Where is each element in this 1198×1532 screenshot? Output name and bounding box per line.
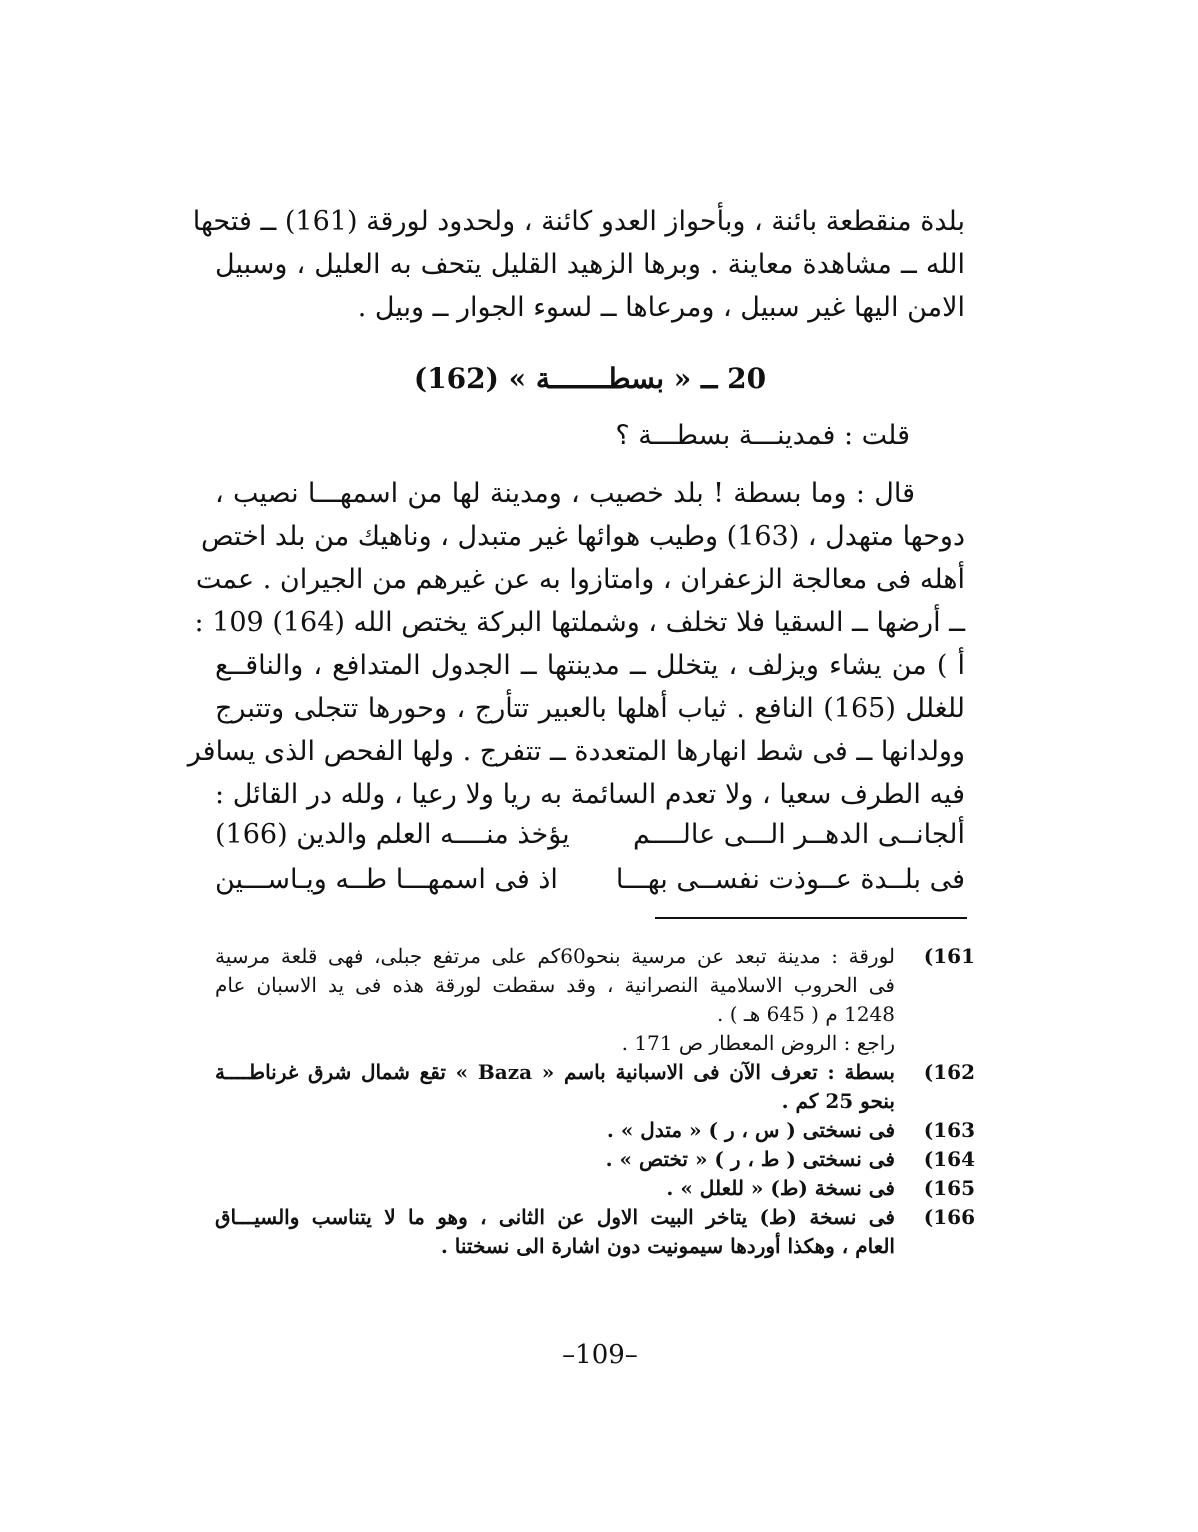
paragraph-line: للغلل (165) النافع . ثياب أهلها بالعبير تتأرج ، وحورها تتجلى وتتبرج (215, 693, 965, 724)
section-heading: 20 ــ « بسطـــــــة » (162) (413, 362, 767, 395)
poem-verse (215, 812, 965, 857)
paragraph-line: الامن اليها غير سبيل ، ومرعاها ــ لسوء الجوار ــ وبيل . (357, 292, 965, 323)
footnote-line: 1248 م ( 645 هـ ) . (717, 1002, 895, 1026)
description-paragraph (187, 472, 965, 816)
opening-paragraph (192, 200, 965, 329)
footnote (215, 1116, 975, 1145)
footnote-line: بسطة : تعرف الآن فى الاسبانية باسم « Baza » تقع شمال شرق غرناطــــة (215, 1060, 896, 1084)
footnote-number: (162 (923, 1060, 975, 1084)
paragraph-line: قال : وما بسطة ! بلد خصيب ، ومدينة لها من اسمهـــا نصيب ، (215, 478, 915, 509)
footnote-line: فى الحروب الاسلامية النصرانية ، وقد سقطت لورقة هذه فى يد الاسبان عام (215, 973, 895, 997)
footnote-line: فى نسخة (ط) يتاخر البيت الاول عن الثانى ، وهو ما لا يتناسب والسيـــاق (215, 1205, 895, 1229)
footnote (215, 1203, 975, 1261)
paragraph-line: ــ أرضها ــ السقيا فلا تخلف ، وشملتها البركة يختص الله (164) 109 : (194, 607, 965, 638)
footnote-line: لورقة : مدينة تبعد عن مرسية بنحو60كم على مرتفع جبلى، فهى قلعة مرسية (215, 944, 895, 968)
poem (215, 812, 965, 902)
paragraph-line: أهله فى معالجة الزعفران ، وامتازوا به عن غيرهم من الجيران . عمت (195, 564, 965, 595)
footnote (215, 1058, 975, 1116)
footnote-text (215, 1174, 917, 1203)
footnote-line: فى نسخة (ط) « للعلل » . (666, 1176, 895, 1200)
paragraph-line: فيه الطرف سعيا ، ولا تعدم السائمة به ريا ولا رعيا ، ولله در القائل : (215, 779, 965, 810)
page-number: –109– (562, 1340, 638, 1370)
paragraph-line: الله ــ مشاهدة معاينة . وبرها الزهيد القليل يتحف به العليل ، وسبيل (215, 249, 965, 280)
paragraph-line: دوحها متهدل ، (163) وطيب هوائها غير متبدل ، وناهيك من بلد اختص (200, 521, 965, 552)
poem-first-hemistich: فى بلــدة عــوذت نفســى بهـــا (615, 864, 965, 895)
footnote (215, 1174, 975, 1203)
poem-second-hemistich: يؤخذ منــــه العلم والدين (166) (215, 819, 570, 850)
paragraph-line: وولدانها ــ فى شط انهارها المتعددة ــ تتفرج . ولها الفحص الذى يسافر (187, 736, 965, 767)
poem-first-hemistich: ألجانــى الدهــر الـــى عالــــم (633, 819, 965, 850)
footnotes (215, 942, 975, 1261)
footnote-text (215, 1203, 917, 1261)
section-question: قلت : فمدينـــة بسطـــة ؟ (615, 420, 910, 451)
paragraph-line: بلدة منقطعة بائنة ، وبأحواز العدو كائنة ، ولحدود لورقة (161) ــ فتحها (192, 206, 965, 237)
footnote-line: فى نسختى ( س ، ر ) « متدل » . (606, 1118, 895, 1142)
footnote-text (215, 942, 917, 1058)
footnote-number: (164 (923, 1147, 975, 1171)
footnote-line: فى نسختى ( ط ، ر ) « تختص » . (605, 1147, 895, 1171)
footnote-number: (161 (923, 944, 975, 968)
poem-second-hemistich: اذ فى اسمهـــا طــه ويـاســـين (215, 864, 558, 895)
footnote-number: (163 (923, 1118, 975, 1142)
footnote-line: بنحو 25 كم . (781, 1089, 895, 1113)
poem-verse (215, 857, 965, 902)
footnote-separator (655, 917, 967, 919)
footnote-line: راجع : الروض المعطار ص 171 . (621, 1031, 895, 1055)
footnote (215, 1145, 975, 1174)
footnote-text (215, 1145, 917, 1174)
footnote-text (215, 1058, 917, 1116)
footnote-line: العام ، وهكذا أوردها سيمونيت دون اشارة الى نسختنا . (440, 1234, 895, 1258)
footnote-text (215, 1116, 917, 1145)
footnote-number: (166 (923, 1205, 975, 1229)
footnote-number: (165 (923, 1176, 975, 1200)
footnote (215, 942, 975, 1058)
paragraph-line: أ ) من يشاء ويزلف ، يتخلل ــ مدينتها ــ الجدول المتدافع ، والناقــع (215, 650, 965, 681)
